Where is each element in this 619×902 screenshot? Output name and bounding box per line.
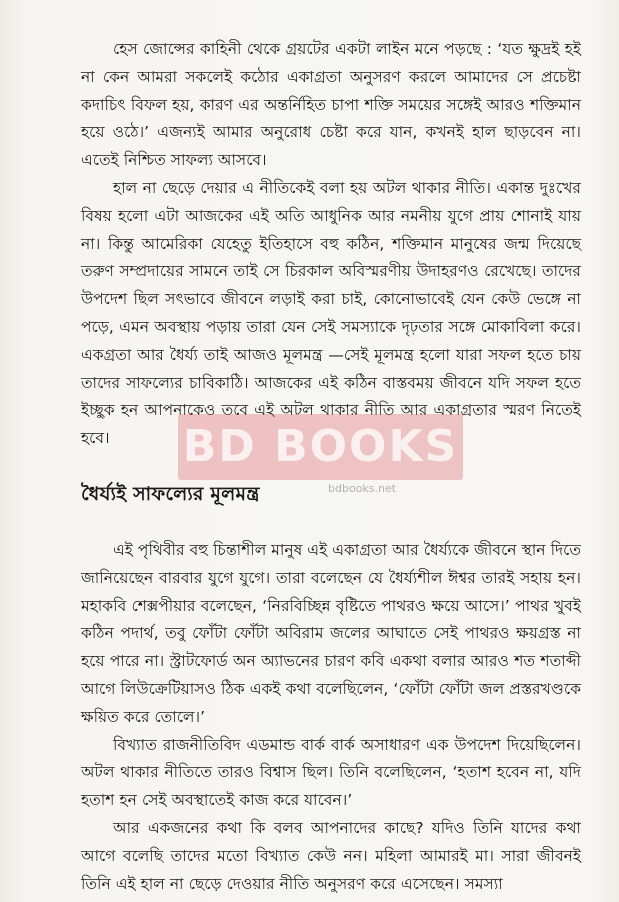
watermark-brand: BD BOOKS [182, 421, 459, 472]
paragraph-2: হাল না ছেড়ে দেয়ার এ নীতিকেই বলা হয় অটল থাকার নীতি। একান্ত দুঃখের বিষয় হলো এটা আজকের এই অতি আধুনিক আর নমনীয় যুগে প্রায় শোনাই যায় না। কিন্তু আমেরিকা যেহেতু ইতিহাসে বহু কঠিন, শক্তিমান মানুষের জন্ম দিয়েছে তরুণ সম্প্রদায়ের সামনে তাই সে চিরকাল অবিস্মরণীয় উদাহরণও রেখেছে। তাদের উপদেশ ছিল সৎভাবে জীবনে লড়াই করা চাই, কোনোভাবেই যেন কেউ ভেঙ্গে না পড়ে, এমন অবস্থায় পড়ায় তারা যেন সেই সমস্যাকে দৃঢ়তার সঙ্গে মোকাবিলা করে। একগ্রতা আর ধৈর্য্য তাই আজও মূলমন্ত্র —সেই মূলমন্ত্র হলো যারা সফল হতে চায় তাদের সাফল্যের চাবিকাঠি। আজকের এই কঠিন বাস্তবময় জীবনে যদি সফল হতে ইচ্ছুক হন আপনাকেও তবে এই অটল থাকার নীতি আর একাগ্রতার স্মরণ নিতেই হবে। [81, 178, 581, 448]
paragraph-1: হেস জোন্সের কাহিনী থেকে গ্রয়টের একটা লাইন মনে পড়ছে : ‘যত ক্ষুদ্রই হই না কেন আমরা সকলেই কঠোর একাগ্রতা অনুসরণ করলে আমাদের সে প্রচেষ্টা কদাচিৎ বিফল হয়, কারণ এর অন্তর্নিহিত চাপা শক্তি সময়ের সঙ্গেই আরও শক্তিমান হয়ে ওঠে।’ এজন্যই আমার অনুরোধ চেষ্টা করে যান, কখনই হাল ছাড়বেন না। এতেই নিশ্চিত সাফল্য আসবে। [81, 40, 581, 170]
page-content [81, 36, 581, 898]
paragraph-4: বিখ্যাত রাজনীতিবিদ এডমান্ড বার্ক বার্ক অসাধারণ এক উপদেশ দিয়েছিলেন। অটল থাকার নীতিতে তারও বিশ্বাস ছিল। তিনি বলেছিলেন, ‘হতাশ হবেন না, যদি হতাশ হন সেই অবস্থাতেই কাজ করে যাবেন।’ [81, 735, 581, 810]
section-heading: ধৈর্য্যই সাফল্যের মূলমন্ত্র [81, 482, 260, 505]
section-gap [81, 509, 581, 537]
watermark-url: bdbooks.net [328, 482, 397, 495]
paragraph-3: এই পৃথিবীর বহু চিন্তাশীল মানুষ এই একাগ্রতা আর ধৈর্য্যকে জীবনে স্থান দিতে জানিয়েছেন বারবার যুগে যুগে। তারা বলেছেন যে ধৈর্য্যশীল ঈশ্বর তারই সহায় হন। মহাকবি শেক্সপীয়ার বলেছেন, ‘নিরবিচ্ছিন্ন বৃষ্টিতে পাথরও ক্ষয়ে আসে।’ পাথর খুবই কঠিন পদার্থ, তবু ফোঁটা ফোঁটা অবিরাম জলের আঘাতে সেই পাথরও ক্ষয়গ্রস্ত না হয়ে পারে না। স্ট্রাটফোর্ড অন অ্যাভনের চারণ কবি একথা বলার আরও শত শতাব্দী আগে লিউক্রেটিয়াসও ঠিক একই কথা বলেছিলেন, ‘ফোঁটা ফোঁটা জল প্রস্তরখণ্ডকে ক্ষয়িত করে তোলে।’ [81, 540, 581, 726]
paragraph-5: আর একজনের কথা কি বলব আপনাদের কাছে? যদিও তিনি যাদের কথা আগে বলেছি তাদের মতো বিখ্যাত কেউ নন। মহিলা আমারই মা। সারা জীবনই তিনি এই হাল না ছেড়ে দেওয়ার নীতি অনুসরণ করে এসেছেন। সমস্যা [81, 818, 581, 893]
